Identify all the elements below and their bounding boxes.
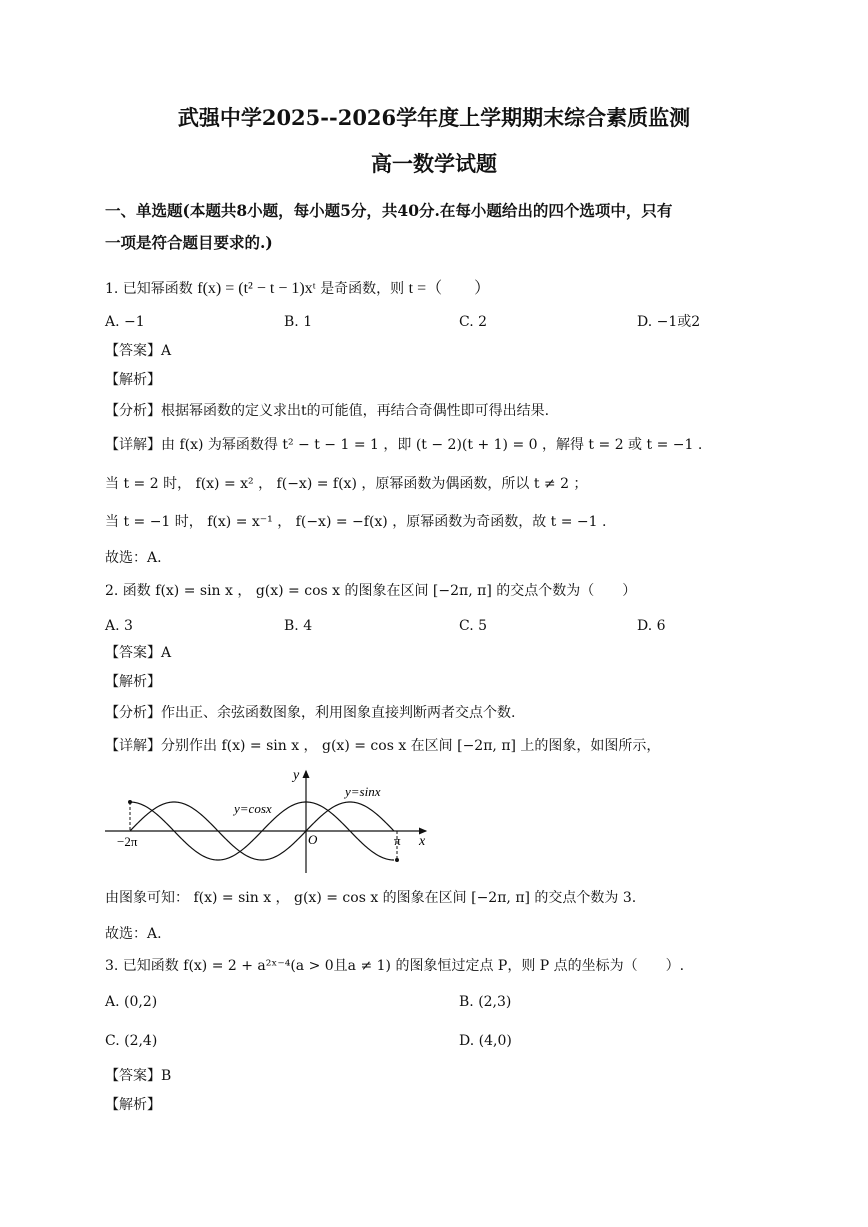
q2-analysis: 【分析】作出正、余弦函数图象，利用图象直接判断两者交点个数. bbox=[105, 705, 516, 721]
q3-option-d: D. (4,0) bbox=[459, 1033, 512, 1049]
q3-option-b: B. (2,3) bbox=[459, 994, 512, 1010]
endpoint-left bbox=[128, 800, 132, 804]
q1-option-a: A. −1 bbox=[105, 314, 145, 330]
q2-option-a: A. 3 bbox=[105, 618, 133, 634]
q3-option-c: C. (2,4) bbox=[105, 1033, 158, 1049]
q1-answer: 【答案】A bbox=[105, 343, 172, 359]
q1-analysis: 【分析】根据幂函数的定义求出t的可能值，再结合奇偶性即可得出结果. bbox=[105, 403, 550, 419]
y-axis-label: y bbox=[293, 768, 300, 783]
section-heading-line2: 一项是符合题目要求的.) bbox=[105, 233, 273, 252]
cos-curve-label: y=cosx bbox=[234, 801, 272, 816]
q2-option-b: B. 4 bbox=[284, 618, 313, 634]
sin-curve-label: y=sinx bbox=[345, 784, 381, 799]
q1-option-d: D. −1或2 bbox=[637, 314, 701, 330]
sin-cos-graph bbox=[100, 765, 440, 880]
endpoint-right bbox=[395, 858, 399, 862]
q1-option-b: B. 1 bbox=[284, 314, 313, 330]
q1-ask: t =（ ） bbox=[408, 280, 491, 297]
q3-stem: 3. 已知函数 f(x) = 2 + a²ˣ⁻⁴(a > 0且a ≠ 1) 的图象恒过定点 P，则 P 点的坐标为（ ）. bbox=[105, 958, 685, 974]
q2-detail: 【详解】分别作出 f(x) = sin x ， g(x) = cos x 在区间 [−2π, π] 上的图象，如图所示， bbox=[105, 738, 661, 754]
q2-option-d: D. 6 bbox=[637, 618, 666, 634]
q1-option-c: C. 2 bbox=[459, 314, 488, 330]
left-tick-label: −2π bbox=[117, 834, 138, 849]
q2-choose: 故选：A. bbox=[105, 926, 162, 942]
page-subtitle: 高一数学试题 bbox=[371, 151, 497, 176]
q2-conclusion: 由图象可知： f(x) = sin x ， g(x) = cos x 的图象在区间 [−2π, π] 的交点个数为 3. bbox=[105, 890, 637, 906]
q1-detail-line2: 当 t = 2 时， f(x) = x² ， f(−x) = f(x) ，原幂函数为偶函数，所以 t ≠ 2 ； bbox=[105, 476, 588, 492]
right-tick-label: π bbox=[394, 833, 401, 848]
q1-stem bbox=[105, 279, 490, 299]
q3-option-a: A. (0,2) bbox=[105, 994, 158, 1010]
q1-expression: f(x) = (t² − t − 1)xᵗ bbox=[197, 280, 316, 297]
section-heading-line1: 一、单选题(本题共8小题，每小题5分，共40分.在每小题给出的四个选项中，只有 bbox=[105, 201, 673, 220]
q1-detail-line3: 当 t = −1 时， f(x) = x⁻¹ ， f(−x) = −f(x) ，原幂函数为奇函数，故 t = −1 . bbox=[105, 514, 607, 530]
q1-prefix: 1. 已知幂函数 bbox=[105, 281, 193, 297]
q2-jiexi-label: 【解析】 bbox=[105, 674, 161, 690]
q1-choose: 故选：A. bbox=[105, 550, 162, 566]
page-title: 武强中学2025--2026学年度上学期期末综合素质监测 bbox=[177, 105, 691, 130]
q2-answer: 【答案】A bbox=[105, 645, 172, 661]
origin-label: O bbox=[308, 832, 318, 847]
q2-stem: 2. 函数 f(x) = sin x ， g(x) = cos x 的图象在区间 [−2π, π] 的交点个数为（ ） bbox=[105, 583, 637, 599]
x-axis-label: x bbox=[419, 834, 426, 849]
q2-option-c: C. 5 bbox=[459, 618, 488, 634]
q3-jiexi-label: 【解析】 bbox=[105, 1097, 161, 1113]
q1-suffix: 是奇函数，则 bbox=[320, 281, 405, 297]
q3-answer: 【答案】B bbox=[105, 1068, 172, 1084]
q1-detail-line1: 【详解】由 f(x) 为幂函数得 t² − t − 1 = 1 ，即 (t − 2)(t + 1) = 0 ，解得 t = 2 或 t = −1 . bbox=[105, 437, 703, 453]
q1-jiexi-label: 【解析】 bbox=[105, 372, 161, 388]
